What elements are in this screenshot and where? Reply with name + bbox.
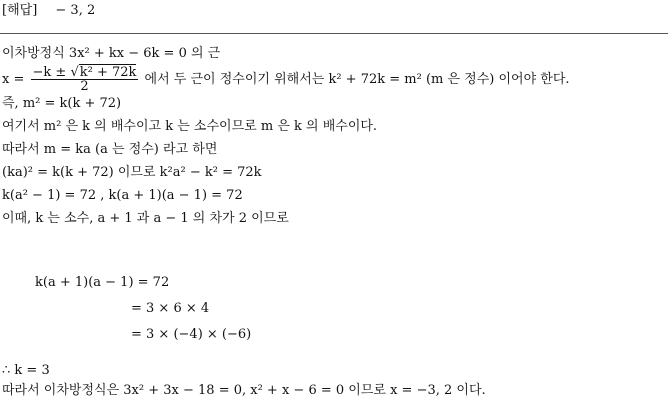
divider bbox=[0, 33, 668, 34]
final-line: 따라서 이차방정식은 3x² + 3x − 18 = 0, x² + x − 6 = 0 이므로 x = −3, 2 이다. bbox=[2, 383, 486, 398]
root-formula: $\frac{\text{−k ± √k² + 72k}}{2}$ bbox=[32, 65, 137, 94]
line-2-text: 에서 두 근이 정수이기 위해서는 k² + 72k = m² (m 은 정수) 이어야 한다. bbox=[144, 72, 570, 87]
aligned-eq-2: = 3 × 6 × 4 bbox=[131, 301, 210, 316]
formula-line bbox=[2, 66, 570, 93]
line-3: 즉, m² = k(k + 72) bbox=[2, 96, 122, 111]
aligned-eq-3: = 3 × (−4) × (−6) bbox=[131, 327, 252, 342]
formula-numerator: −k ± bbox=[32, 65, 71, 80]
answer-label: [해답] bbox=[2, 3, 38, 18]
line-1: 이차방정식 3x² + kx − 6k = 0 의 근 bbox=[2, 46, 221, 61]
answer-header bbox=[2, 3, 95, 19]
formula-denominator: 2 bbox=[80, 79, 89, 94]
formula-sqrt: k² + 72k bbox=[79, 65, 137, 80]
line-8: 이때, k 는 소수, a + 1 과 a − 1 의 차가 2 이므로 bbox=[2, 211, 289, 226]
line-6: (ka)² = k(k + 72) 이므로 k²a² − k² = 72k bbox=[2, 165, 262, 180]
aligned-eq-1: k(a + 1)(a − 1) = 72 bbox=[35, 275, 170, 290]
formula-lhs: x = bbox=[2, 72, 25, 87]
line-5: 따라서 m = ka (a 는 정수) 라고 하면 bbox=[2, 142, 218, 157]
answer-value: − 3, 2 bbox=[55, 3, 96, 18]
line-4: 여기서 m² 은 k 의 배수이고 k 는 소수이므로 m 은 k 의 배수이다. bbox=[2, 119, 378, 134]
line-7: k(a² − 1) = 72 , k(a + 1)(a − 1) = 72 bbox=[2, 188, 243, 203]
conclusion: ∴ k = 3 bbox=[2, 363, 50, 378]
